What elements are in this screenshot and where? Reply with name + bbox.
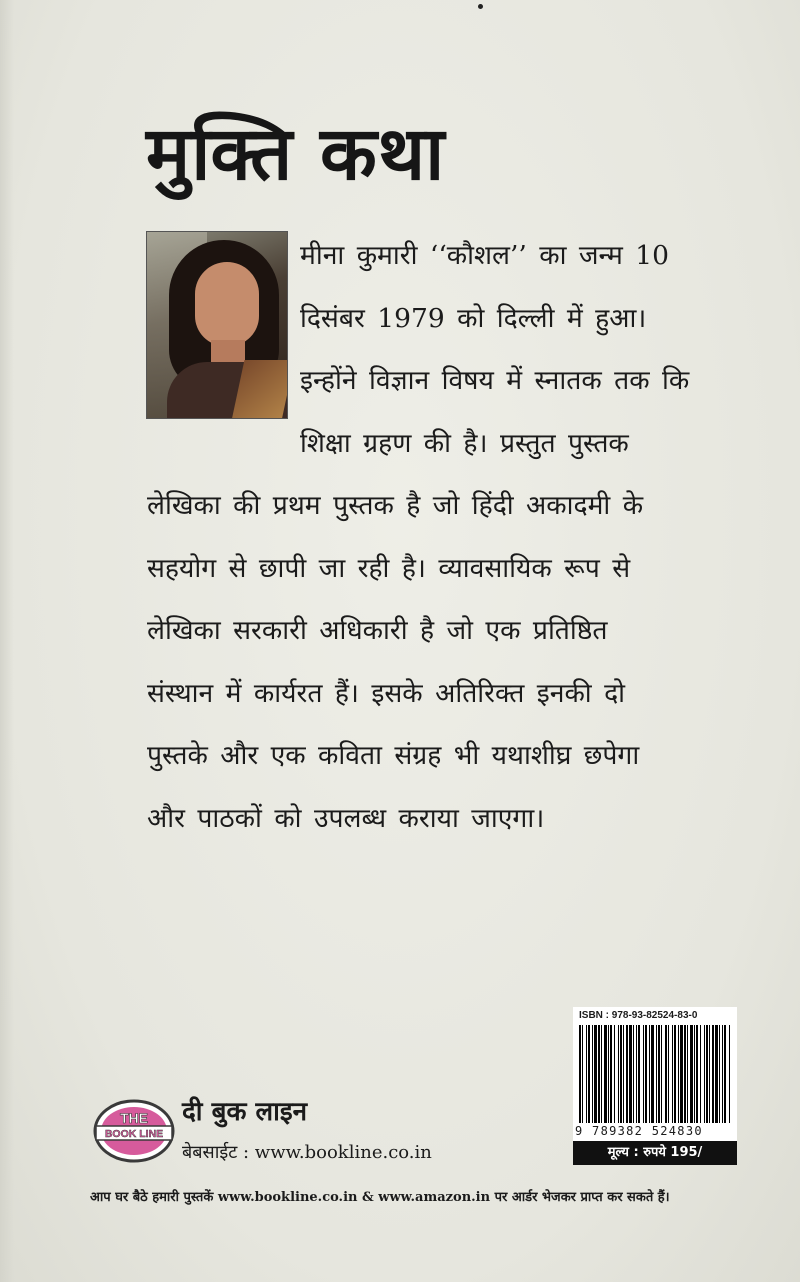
barcode-bar [586, 1025, 587, 1123]
barcode-bar [588, 1025, 590, 1123]
barcode-bar [674, 1025, 676, 1123]
spine-edge [0, 0, 14, 1282]
barcode-bar [582, 1025, 583, 1123]
barcode-bar [610, 1025, 612, 1123]
barcode-bar [729, 1025, 730, 1123]
barcode-bar [712, 1025, 714, 1123]
publisher-logo [93, 1098, 175, 1164]
bio-line: शिक्षा ग्रहण की है। प्रस्तुत पुस्तक [300, 427, 629, 459]
barcode-bar [687, 1025, 688, 1123]
barcode-bar [636, 1025, 637, 1123]
barcode-bar [629, 1025, 632, 1123]
barcode-bar [719, 1025, 720, 1123]
barcode-image [579, 1025, 731, 1123]
barcode-bar [618, 1025, 619, 1123]
barcode-bar [700, 1025, 701, 1123]
barcode-bar [656, 1025, 657, 1123]
barcode-bar [661, 1025, 662, 1123]
barcode-bar [643, 1025, 644, 1123]
bio-line: पुस्तके और एक कविता संग्रह भी यथाशीघ्र छपेगा [147, 740, 640, 771]
book-title: मुक्ति कथा [146, 111, 446, 197]
barcode-bar [694, 1025, 695, 1123]
barcode-bar [598, 1025, 600, 1123]
barcode-bar [579, 1025, 581, 1123]
barcode-number: 9 789382 524830 [575, 1124, 703, 1138]
barcode-bar [690, 1025, 693, 1123]
logo-text-bottom: BOOK LINE [104, 1128, 164, 1140]
barcode-bar [649, 1025, 650, 1123]
barcode-bar [658, 1025, 660, 1123]
publisher-website: बेबसाईट : www.bookline.co.in [182, 1142, 432, 1163]
bio-line: इन्होंने विज्ञान विषय में स्नातक तक कि [300, 365, 690, 396]
barcode-bar [715, 1025, 718, 1123]
bio-line: लेखिका की प्रथम पुस्तक है जो हिंदी अकादमी के [147, 490, 644, 521]
bio-line: लेखिका सरकारी अधिकारी है जो एक प्रतिष्ठित [147, 615, 608, 646]
price-label: मूल्य : रुपये 195/ [573, 1141, 737, 1165]
author-bio-top [300, 225, 740, 475]
isbn-label: ISBN : 978-93-82524-83-0 [579, 1010, 698, 1021]
barcode-bar [601, 1025, 602, 1123]
barcode-bar [633, 1025, 634, 1123]
footer-order-text: आप घर बैठे हमारी पुस्तकें www.bookline.co.in & www.amazon.in पर आर्डर भेजकर प्राप्त कर सकते हैं। [90, 1190, 670, 1205]
author-bio-bottom [147, 475, 740, 850]
barcode-bar [665, 1025, 667, 1123]
publisher-name: दी बुक लाइन [182, 1097, 308, 1127]
barcode-bar [608, 1025, 609, 1123]
author-photo [147, 232, 287, 418]
barcode-bar [684, 1025, 686, 1123]
barcode-panel [573, 1007, 737, 1165]
barcode-bar [704, 1025, 705, 1123]
barcode-bar [706, 1025, 708, 1123]
bio-line: मीना कुमारी ‘‘कौशल’’ का जन्म 10 [300, 240, 669, 271]
barcode-bar [696, 1025, 698, 1123]
barcode-bar [651, 1025, 654, 1123]
logo-text-top: THE [120, 1110, 148, 1126]
barcode-bar [626, 1025, 628, 1123]
barcode-bar [638, 1025, 640, 1123]
barcode-bar [672, 1025, 673, 1123]
bio-line: सहयोग से छापी जा रही है। व्यावसायिक रूप से [147, 552, 631, 584]
barcode-bar [709, 1025, 710, 1123]
bio-line: संस्थान में कार्यरत हैं। इसके अतिरिक्त इनकी दो [147, 677, 626, 709]
barcode-bar [724, 1025, 726, 1123]
bio-line: और पाठकों को उपलब्ध कराया जाएगा। [147, 802, 545, 834]
barcode-bar [620, 1025, 622, 1123]
barcode-bar [645, 1025, 647, 1123]
barcode-bar [623, 1025, 624, 1123]
barcode-bar [614, 1025, 615, 1123]
barcode-bar [680, 1025, 683, 1123]
bio-line: दिसंबर 1979 को दिल्ली में हुआ। [300, 302, 647, 334]
barcode-bar [678, 1025, 679, 1123]
print-dot [478, 4, 483, 9]
barcode-bar [668, 1025, 669, 1123]
barcode-bar [604, 1025, 607, 1123]
barcode-bar [594, 1025, 597, 1123]
barcode-bar [592, 1025, 593, 1123]
barcode-bar [722, 1025, 723, 1123]
